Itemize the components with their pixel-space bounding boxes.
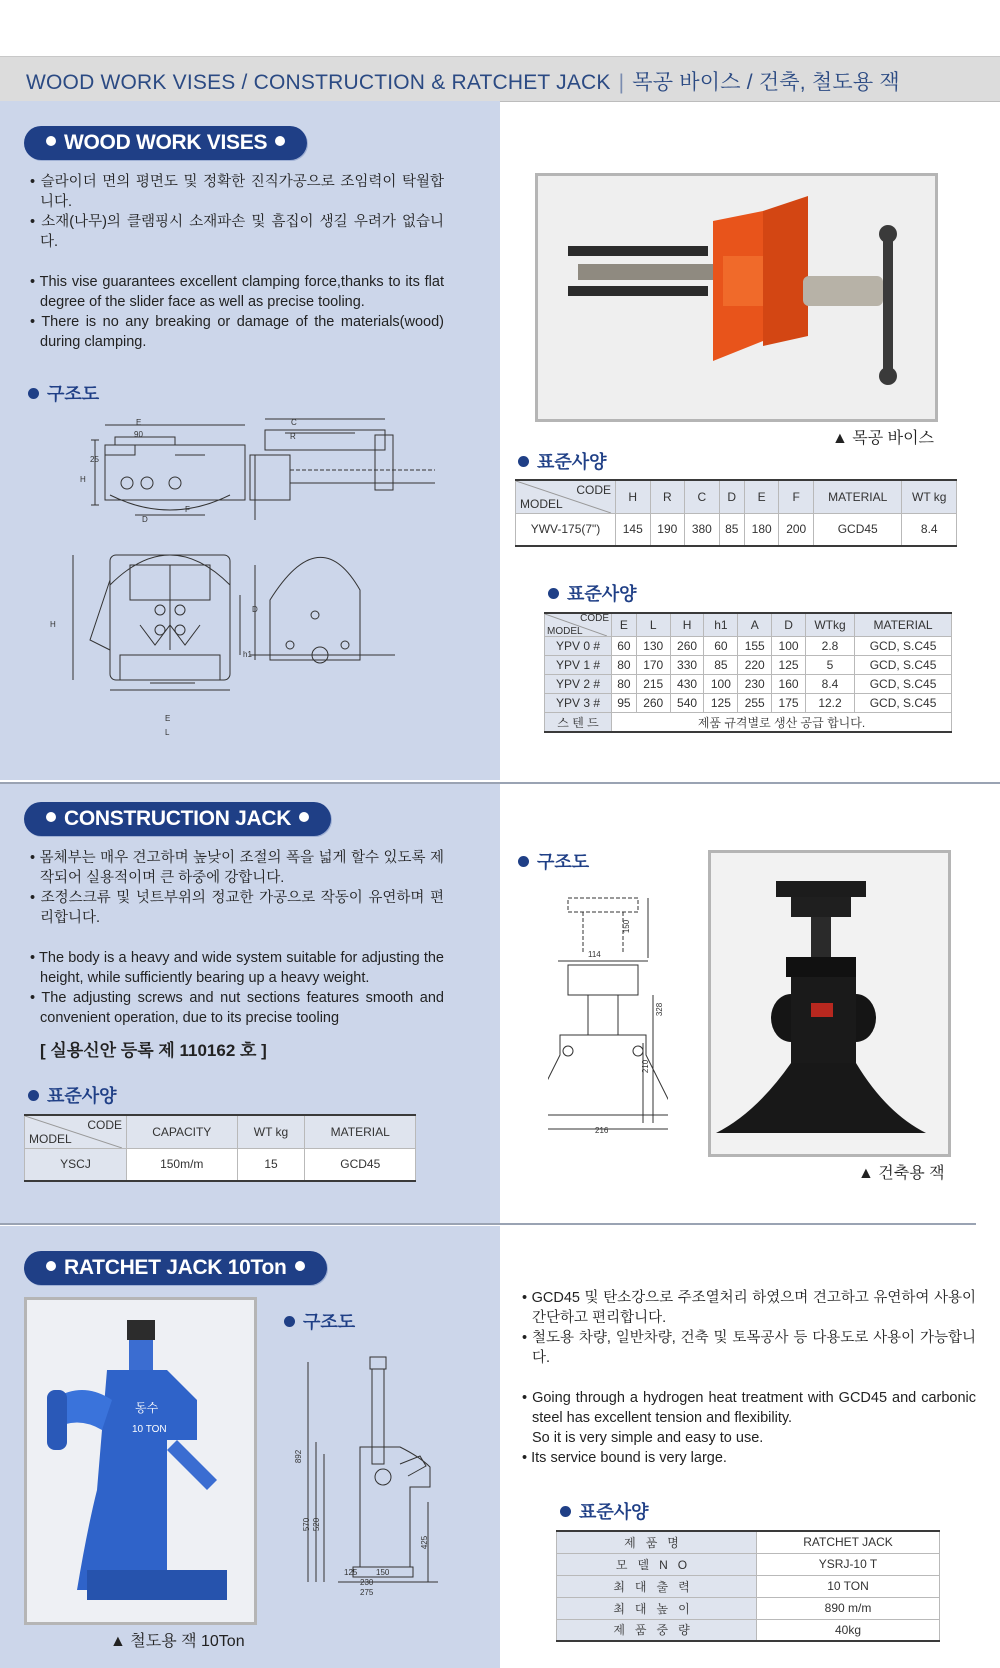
ratchet-photo-label-capacity: 10 TON xyxy=(132,1424,167,1435)
construction-jack-photo xyxy=(708,850,951,1157)
vise-spec-header: R xyxy=(650,480,685,514)
ratchet-dim-150: 150 xyxy=(376,1568,390,1577)
construction-photo-caption: ▲ 건축용 잭 xyxy=(858,1165,945,1182)
construction-dim-328: 328 xyxy=(655,1002,665,1017)
vise-bullet-ko-1: • 슬라이더 면의 평면도 및 정확한 진직가공으로 조임력이 탁월합니다. xyxy=(30,174,444,210)
wood-vise-image xyxy=(538,176,935,419)
vise-diagram-heading: 구조도 xyxy=(28,380,99,406)
vise-bullet-ko-2: • 소재(나무)의 클램핑시 소재파손 및 흠집이 생길 우려가 없습니다. xyxy=(30,214,445,250)
table-row: YPV 3 # 95 260 540 125 255 175 12.2 GCD, S.C45 xyxy=(545,694,952,713)
vise-spec-header: H xyxy=(616,480,651,514)
table-row: YSCJ 150m/m 15 GCD45 xyxy=(25,1149,416,1181)
construction-description: • 몸체부는 매우 견고하며 높낮이 조절의 폭을 넓게 할수 있도록 제작되어 실용적이며 큰 하중에 강합니다. • 조정스크류 및 넛트부위의 정교한 가공으로 작동이 유연하며 편리합니다. • The body is a heavy and wide system suitable for adjusting the height, while sufficiently bearing up a heavy weight. • The adjusting screws and nut sections features smooth and convenient operation, due to its precise tooling xyxy=(30,850,445,1026)
vise-spec-table xyxy=(515,479,957,547)
ratchet-spec-table xyxy=(556,1530,940,1642)
vise-bullet-en-2: • There is no any breaking or damage of the materials(wood) during clamping. xyxy=(30,314,445,350)
ratchet-dim-275: 275 xyxy=(360,1588,374,1597)
table-row: 최대출력 10 TON xyxy=(557,1575,940,1597)
vise-spec-header: C xyxy=(685,480,720,514)
ratchet-spec-heading: 표준사양 xyxy=(560,1498,649,1524)
vise-dim-d2: D xyxy=(252,605,258,614)
vise-spec2-heading: 표준사양 xyxy=(548,580,637,606)
ratchet-jack-drawing xyxy=(298,1352,448,1592)
vise-description xyxy=(28,172,444,352)
table-row: YPV 2 # 80 215 430 100 230 160 8.4 GCD, S.C45 xyxy=(545,675,952,694)
ratchet-dim-125: 125 xyxy=(344,1568,358,1577)
vise-spec-header: E xyxy=(744,480,779,514)
vise-dim-h1: h1 xyxy=(243,650,252,659)
banner-title-ko: 목공 바이스 / 건축, 철도용 잭 xyxy=(632,71,900,94)
section-divider xyxy=(0,1223,976,1225)
construction-patent: [ 실용신안 등록 제 110162 호 ] xyxy=(40,1041,267,1060)
table-row: 스 텐 드 제품 규격별로 생산 공급 합니다. xyxy=(545,713,952,733)
vise-side-body xyxy=(105,445,245,500)
vise-photo xyxy=(535,173,938,422)
vise-dim-h: H xyxy=(80,475,86,484)
ratchet-dim-425: 425 xyxy=(420,1535,430,1550)
table-row: YPV 0 # 60 130 260 60 155 100 2.8 GCD, S.C45 xyxy=(545,637,952,656)
table-row: 모델NO YSRJ-10 T xyxy=(557,1553,940,1575)
ratchet-photo-caption: ▲ 철도용 잭 10Ton xyxy=(110,1633,245,1650)
banner-title-en: WOOD WORK VISES / CONSTRUCTION & RATCHET JACK xyxy=(26,71,611,94)
ratchet-diagram-heading: 구조도 xyxy=(284,1308,355,1334)
vise-dim-c: C xyxy=(291,418,297,427)
vise-photo-caption: ▲ 목공 바이스 xyxy=(832,430,935,447)
construction-diagram-heading: 구조도 xyxy=(518,848,589,874)
vise-dim-f: F xyxy=(185,505,190,514)
construction-jack-image xyxy=(711,853,948,1154)
vise-spec-heading: 표준사양 xyxy=(518,448,607,474)
banner-title xyxy=(26,66,900,96)
vise-dim-l: L xyxy=(165,728,170,737)
vise-technical-drawing xyxy=(55,415,435,735)
construction-dim-210: 210 xyxy=(641,1059,651,1074)
construction-dim-114: 114 xyxy=(588,950,601,959)
table-row: YPV 1 # 80 170 330 85 220 125 5 GCD, S.C45 xyxy=(545,656,952,675)
construction-dim-150: 150 xyxy=(622,919,632,934)
ratchet-section-heading: RATCHET JACK 10Ton xyxy=(24,1251,327,1285)
vise-spec-header: F xyxy=(779,480,814,514)
ratchet-dim-570: 570 xyxy=(302,1517,312,1532)
vise-spec-header: WT kg xyxy=(902,480,957,514)
ratchet-dim-230: 230 xyxy=(360,1578,374,1587)
table-row: 제품중량 40kg xyxy=(557,1619,940,1641)
construction-jack-drawing xyxy=(548,893,668,1133)
banner-separator: | xyxy=(618,71,625,94)
table-row: 제품명 RATCHET JACK xyxy=(557,1531,940,1553)
vise-dim-e2: E xyxy=(165,714,171,723)
construction-dim-216: 216 xyxy=(595,1126,609,1135)
vise-spec-header: D xyxy=(719,480,744,514)
vise-spec-corner: CODE MODEL xyxy=(516,480,616,514)
vise-spec-header: MATERIAL xyxy=(813,480,901,514)
vise-dim-h2: H xyxy=(50,620,56,629)
ratchet-jack-photo xyxy=(24,1297,257,1625)
ratchet-dim-520: 520 xyxy=(312,1517,322,1532)
vise-dim-r: R xyxy=(290,432,296,441)
vise-dim-90: 90 xyxy=(134,430,143,439)
construction-section-heading: CONSTRUCTION JACK xyxy=(24,802,331,836)
vise-dim-25: 25 xyxy=(90,455,99,464)
vise-section-heading: WOOD WORK VISES xyxy=(24,126,307,160)
ratchet-jack-image xyxy=(27,1300,254,1622)
ratchet-description: • GCD45 및 탄소강으로 주조열처리 하였으며 견고하고 유연하여 사용이 간단하고 편리합니다. • 철도용 차량, 일반차량, 건축 및 토목공사 등 다용도로 사용이 가능합니다. • Going through a hydrogen heat treatment with GCD45 and carbonic steel has excellent tension and flexibility. So it is very simple and easy to use. • Its service bound is very large. xyxy=(522,1290,977,1466)
ratchet-dim-892: 892 xyxy=(294,1449,304,1464)
construction-spec-heading: 표준사양 xyxy=(28,1082,117,1108)
table-row: YWV-175(7") 145 190 380 85 180 200 GCD45 8.4 xyxy=(516,514,957,546)
vise-spec2-table: CODE MODEL E L H h1 A D WTkg MATERIAL YPV 0 # 60 130 260 60 155 100 2.8 GCD, S.C45 YPV 1 # 80 170 330 85 220 125 5 GCD, S.C45 YPV 2 # 80 215 430 100 230 160 8.4 GCD, S.C45 YPV 3 # 95 260 540 125 255 175 12.2 GCD, S.C45 스 텐 드 제품 규격별로 생산 공급 합니다. xyxy=(544,612,952,733)
table-row: 최대높이 890 m/m xyxy=(557,1597,940,1619)
construction-spec-table: CODE MODEL CAPACITY WT kg MATERIAL YSCJ 150m/m 15 GCD45 xyxy=(24,1114,416,1182)
vise-dim-e: E xyxy=(136,418,142,427)
ratchet-photo-label-brand: 동수 xyxy=(135,1401,159,1415)
vise-bullet-en-1: • This vise guarantees excellent clamping force,thanks to its flat degree of the slider face as well as precise tooling. xyxy=(30,274,444,310)
vise-dim-d: D xyxy=(142,515,148,524)
